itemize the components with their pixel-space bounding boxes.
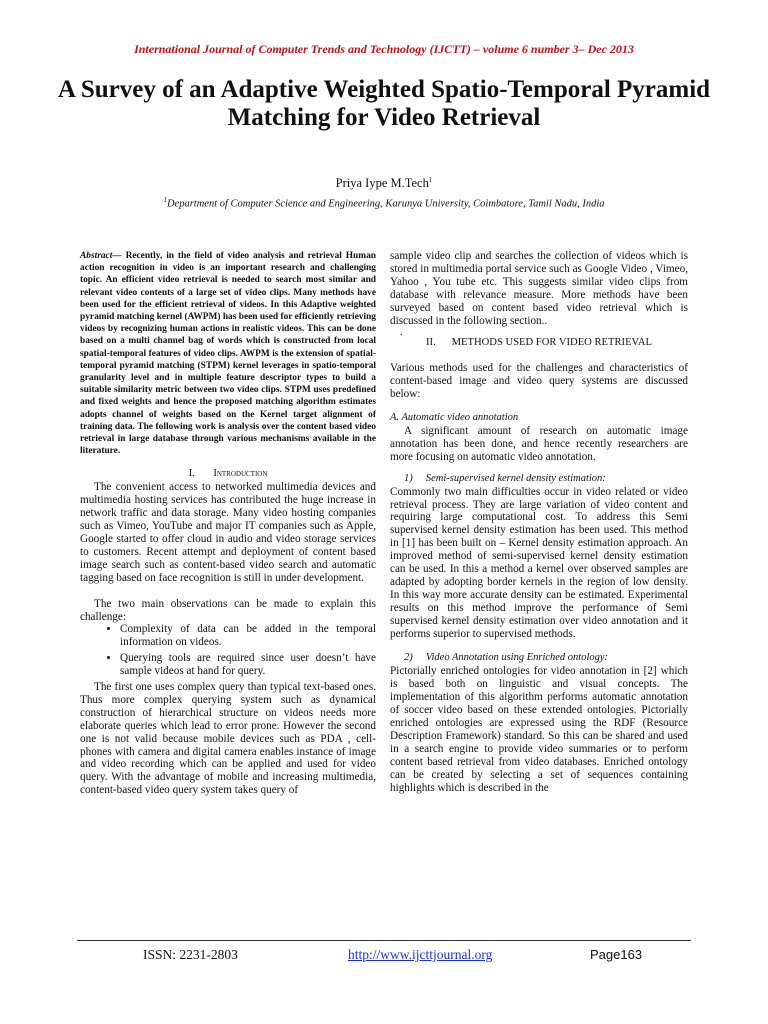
intro-paragraph-1: The convenient access to networked multimedia devices and multimedia hosting services has contributed the huge increase in network traffic and data storage. Many video hosting companies such as Vimeo, YouTube and major IT companies such as Apple, Google started to offer cloud in audio and video storage services to customers. Recent attempt and deployment of content based image search such as content-based video search and automatic tagging based on face recognition is still in under development. <box>80 481 376 584</box>
subsection-a-paragraph: A significant amount of research on automatic image annotation has been done, and hence recently researchers are more focusing on automatic video annotation. <box>390 424 688 463</box>
right-paragraph-0: sample video clip and searches the collection of videos which is stored in multimedia portal service such as Google Video , Vimeo, Yahoo , You tube etc. This suggests similar video clips from database with relevance measure. More methods have been surveyed based on content based video retrieval which is discussed in the following section.. <box>390 250 688 327</box>
subsubsection-2-num: 2) <box>404 652 413 664</box>
footer-issn: ISSN: 2231-2803 <box>143 947 238 962</box>
right-column <box>390 250 688 794</box>
subsubsection-1-title: Semi-supervised kernel density estimation: <box>425 472 606 484</box>
list-item: • Querying tools are required since user doesn’t have sample videos at hand for query. <box>120 652 376 678</box>
subsubsection-2-title: Video Annotation using Enriched ontology: <box>425 652 609 664</box>
author-sup: 1 <box>428 176 433 184</box>
section-2-num: II. <box>426 337 436 349</box>
subsubsection-1-heading <box>390 473 688 486</box>
affiliation-text: Department of Computer Science and Engineering, Karunya University, Coimbatore, Tamil Nadu, India <box>166 198 605 210</box>
footer-divider <box>77 940 691 941</box>
intro-heading-num: I. <box>188 468 195 480</box>
affiliation <box>0 196 768 210</box>
subsubsection-2-heading <box>390 652 688 665</box>
section-2-heading <box>390 337 688 350</box>
section-2-paragraph: Various methods used for the challenges and characteristics of content-based image and video query systems are discussed below: <box>390 362 688 401</box>
abstract-text: Recently, in the field of video analysis and retrieval Human action recognition in video is an important research and challenging topic. An efficient video retrieval is needed to search most similar and relevant video contents of a large set of video clips. Many methods have been used for the efficient retrieval of videos. In this Adaptive weighted pyramid matching kernel (AWPM) has been used for efficiently retrieving videos by recognizing human actions in realistic videos. This can be done based on a multi channel bag of words which is constructed from local spatial-temporal features of video clips. AWPM is the extension of spatial-temporal pyramid matching (STPM) kernel leverages in spatio-temporal granularity level and in multiple feature descriptor types to build a suitable similarity metric between two video clips. STPM uses predefined and fixed weights and hence the proposed matching algorithm estimates adopts channel of weights based on the Kernel target alignment of training data. The following work is analysis over the content based video retrieval in large database through various mechanisms available in the literature. <box>80 251 376 457</box>
stray-dot: . <box>400 326 403 339</box>
affil-sup: 1 <box>163 196 167 204</box>
footer-page-number: Page163 <box>590 947 643 962</box>
abstract-label: Abstract— <box>80 251 122 261</box>
subsection-a-heading: A. Automatic video annotation <box>390 412 519 424</box>
challenge-list <box>80 623 376 678</box>
intro-paragraph-3: The first one uses complex query than typical text-based ones. Thus more complex querying system such as dynamical construction of hierarchical structure on videos needs more elaborate queries which lead to error prone. However the second one is not valid because mobile devices such as PDA , cell-phones with camera and digital camera enables instance of image and video recording which can be applied and used for video query. With the advantage of mobile and increasing multimedia, content-based video query system takes query of <box>80 681 376 797</box>
intro-paragraph-2: The two main observations can be made to explain this challenge: <box>80 597 376 623</box>
abstract <box>80 250 376 457</box>
footer-url-link[interactable]: http://www.ijcttjournal.org <box>348 947 493 962</box>
left-column <box>80 250 376 797</box>
list-item: • Complexity of data can be added in the temporal information on videos. <box>120 623 376 649</box>
author-name: Priya Iype M.Tech <box>335 176 429 191</box>
author <box>0 176 768 191</box>
paper-title: A Survey of an Adaptive Weighted Spatio-Temporal Pyramid Matching for Video Retrieval <box>57 76 711 131</box>
subsubsection-1-paragraph: Commonly two main difficulties occur in video related or video retrieval process. They are large variation of video content and requiring large computational cost. To address this Semi supervised kernel density estimation has been used. This method in [1] has been built on – Kernel density estimation approach. An improved method of semi-supervised kernel density estimation can be used. In this a method a kernel over observed samples are adapted by adopting border kernels in the region of low density. In this way more accurate density can be estimated. Experimental results on this method improve the performance of Semi supervised kernel density estimation over video annotation and it performs superior to supervised methods. <box>390 485 688 640</box>
subsubsection-1-num: 1) <box>404 472 413 484</box>
journal-header: International Journal of Computer Trends and Technology (IJCTT) – volume 6 number 3– Dec 2013 <box>134 42 634 56</box>
section-2-title: METHODS USED FOR VIDEO RETRIEVAL <box>451 337 652 349</box>
intro-heading <box>80 468 376 481</box>
intro-heading-text: Introduction <box>213 468 268 480</box>
subsubsection-2-paragraph: Pictorially enriched ontologies for video annotation in [2] which is based both on linguistic and visual concepts. The implementation of this algorithm performs automatic annotation of soccer video based on these extended ontologies. Pictorially enriched ontologies are expressed using the RDF (Resource Description Framework) standard. So this can be shared and used in a search engine to provide video summaries or to perform content based retrieval from video databases. Enriched ontology can be created by selecting a set of sequences containing highlights which is described in the <box>390 665 688 794</box>
